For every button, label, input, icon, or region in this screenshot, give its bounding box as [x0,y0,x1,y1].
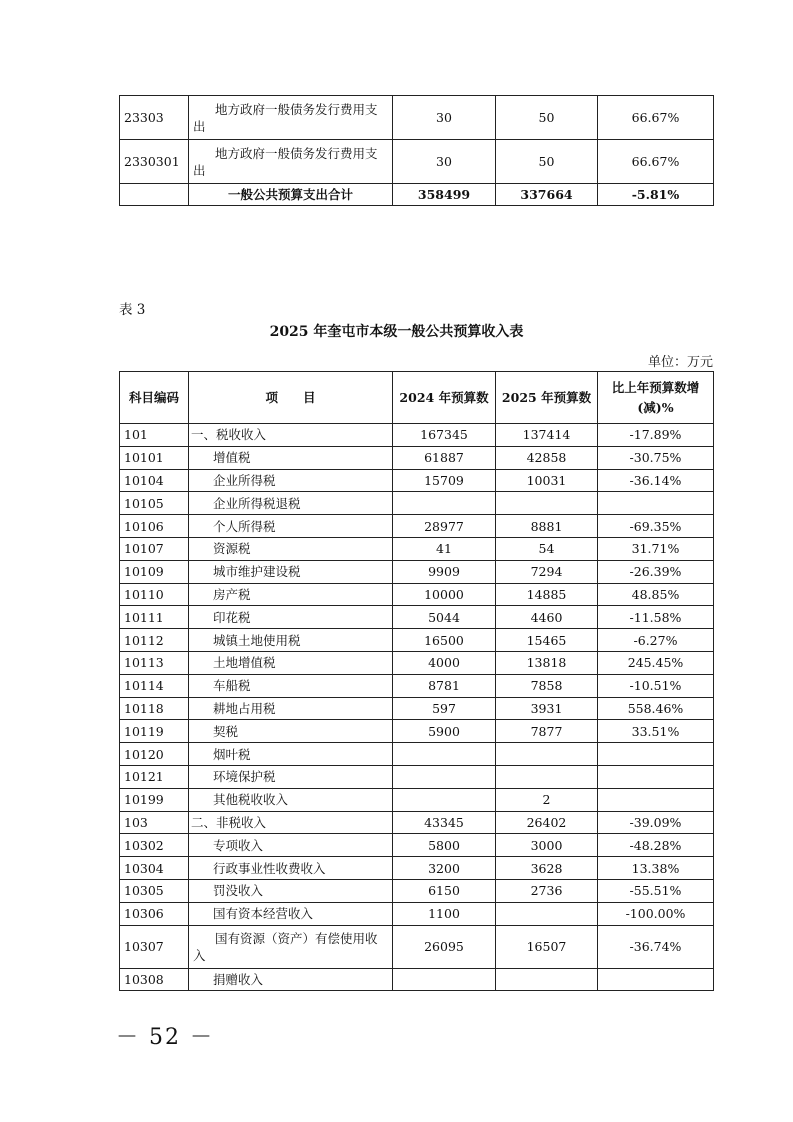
table-row [120,583,714,606]
row-2024: 5900 [393,720,496,743]
row-2024: 30 [393,140,496,184]
row-item: 二、非税收入 [189,811,393,834]
row-2024: 15709 [393,469,496,492]
row-change: -11.58% [598,606,714,629]
header-item: 项 目 [189,372,393,424]
page-number: － 52 － [116,1025,214,1050]
row-change: -36.14% [598,469,714,492]
row-change [598,492,714,515]
row-change: 558.46% [598,697,714,720]
row-change: -26.39% [598,560,714,583]
row-2024: 43345 [393,811,496,834]
table-row [120,140,714,184]
row-item: 个人所得税 [189,515,393,538]
table-row [120,902,714,925]
row-item: 增值税 [189,446,393,469]
table-row [120,537,714,560]
row-change: -10.51% [598,674,714,697]
row-change: 245.45% [598,651,714,674]
table-row [120,515,714,538]
row-item: 契税 [189,720,393,743]
row-item: 房产税 [189,583,393,606]
row-item: 其他税收收入 [189,788,393,811]
row-change: -39.09% [598,811,714,834]
row-code: 10307 [120,925,189,968]
row-2024: 3200 [393,857,496,880]
row-code: 10111 [120,606,189,629]
row-2024: 5044 [393,606,496,629]
row-item [189,140,393,184]
row-2024 [393,765,496,788]
row-item [189,96,393,140]
table-row [120,879,714,902]
revenue-table [119,371,714,991]
table-row [120,606,714,629]
row-2025: 16507 [496,925,598,968]
row-2024: 9909 [393,560,496,583]
row-2025: 3628 [496,857,598,880]
row-item [189,925,393,968]
row-change: 48.85% [598,583,714,606]
row-code: 2330301 [120,140,189,184]
table-row [120,720,714,743]
row-code: 10107 [120,537,189,560]
row-change: 66.67% [598,140,714,184]
row-change: -69.35% [598,515,714,538]
row-code: 10105 [120,492,189,515]
total-code [120,184,189,206]
table-row [120,697,714,720]
row-code: 10113 [120,651,189,674]
row-2025: 50 [496,140,598,184]
row-change: -48.28% [598,834,714,857]
row-2025: 14885 [496,583,598,606]
row-2024: 4000 [393,651,496,674]
table-title: 2025 年奎屯市本级一般公共预算收入表 [269,324,524,340]
row-change: 13.38% [598,857,714,880]
row-code: 10119 [120,720,189,743]
row-code: 10104 [120,469,189,492]
row-code: 10114 [120,674,189,697]
table-row [120,674,714,697]
table-row [120,629,714,652]
row-2024: 167345 [393,424,496,447]
table-header-row [120,372,714,424]
row-item: 行政事业性收费收入 [189,857,393,880]
row-2024 [393,492,496,515]
row-2024: 30 [393,96,496,140]
row-item: 一、税收收入 [189,424,393,447]
row-change: -36.74% [598,925,714,968]
row-2024: 16500 [393,629,496,652]
row-change: -6.27% [598,629,714,652]
total-label: 一般公共预算支出合计 [189,184,393,206]
row-item-text: 地方政府一般债务发行费用支出 [193,145,378,178]
row-change: 33.51% [598,720,714,743]
row-2024 [393,968,496,991]
row-change [598,765,714,788]
row-2025 [496,492,598,515]
row-2025: 2736 [496,879,598,902]
row-item: 城市维护建设税 [189,560,393,583]
row-code: 10112 [120,629,189,652]
row-item: 罚没收入 [189,879,393,902]
row-2025 [496,968,598,991]
row-item: 车船税 [189,674,393,697]
row-2024: 61887 [393,446,496,469]
expenditure-table-continuation [119,95,714,206]
table-row [120,765,714,788]
table-row [120,968,714,991]
row-change: 66.67% [598,96,714,140]
row-code: 10308 [120,968,189,991]
row-2024: 41 [393,537,496,560]
row-item: 国有资本经营收入 [189,902,393,925]
table-row [120,811,714,834]
table-row [120,788,714,811]
row-2025: 54 [496,537,598,560]
row-2024: 5800 [393,834,496,857]
row-code: 10101 [120,446,189,469]
row-change: -100.00% [598,902,714,925]
header-2024: 2024 年预算数 [393,372,496,424]
row-2024: 1100 [393,902,496,925]
row-code: 10305 [120,879,189,902]
row-change: 31.71% [598,537,714,560]
row-2025: 7858 [496,674,598,697]
row-2025 [496,902,598,925]
row-code: 10306 [120,902,189,925]
row-item: 印花税 [189,606,393,629]
row-2025: 13818 [496,651,598,674]
total-row [120,184,714,206]
row-2025: 15465 [496,629,598,652]
row-code: 10302 [120,834,189,857]
row-2025: 137414 [496,424,598,447]
row-code: 23303 [120,96,189,140]
row-2025: 4460 [496,606,598,629]
row-2025: 7294 [496,560,598,583]
row-item: 企业所得税 [189,469,393,492]
row-code: 10120 [120,743,189,766]
row-code: 101 [120,424,189,447]
row-item: 资源税 [189,537,393,560]
total-2025: 337664 [496,184,598,206]
header-code: 科目编码 [120,372,189,424]
row-2025: 2 [496,788,598,811]
table-row [120,857,714,880]
row-2024: 10000 [393,583,496,606]
row-2024: 597 [393,697,496,720]
row-change: -55.51% [598,879,714,902]
table-row [120,925,714,968]
row-2024 [393,788,496,811]
table-row [120,834,714,857]
row-2025: 3000 [496,834,598,857]
row-item: 专项收入 [189,834,393,857]
row-2025: 7877 [496,720,598,743]
row-2024: 26095 [393,925,496,968]
row-code: 10109 [120,560,189,583]
row-2025: 3931 [496,697,598,720]
row-2025: 26402 [496,811,598,834]
row-item: 烟叶税 [189,743,393,766]
table-label: 表 3 [119,302,146,318]
table-row [120,560,714,583]
row-item: 企业所得税退税 [189,492,393,515]
row-change [598,743,714,766]
row-2024: 28977 [393,515,496,538]
row-code: 10118 [120,697,189,720]
unit-label: 单位：万元 [647,355,713,370]
row-2025: 42858 [496,446,598,469]
row-item: 城镇土地使用税 [189,629,393,652]
row-2024: 8781 [393,674,496,697]
row-item: 捐赠收入 [189,968,393,991]
row-code: 10199 [120,788,189,811]
row-item: 环境保护税 [189,765,393,788]
row-change: -17.89% [598,424,714,447]
row-2025 [496,743,598,766]
header-change: 比上年预算数增(减)% [598,372,714,424]
row-2025: 8881 [496,515,598,538]
table-row [120,492,714,515]
row-item-text: 国有资源（资产）有偿使用收入 [193,930,378,963]
row-item: 耕地占用税 [189,697,393,720]
row-change [598,788,714,811]
row-code: 10121 [120,765,189,788]
table-row [120,446,714,469]
row-code: 10304 [120,857,189,880]
row-code: 10106 [120,515,189,538]
row-change: -30.75% [598,446,714,469]
row-2024 [393,743,496,766]
table-row [120,469,714,492]
row-2025: 10031 [496,469,598,492]
row-item-text: 地方政府一般债务发行费用支出 [193,101,378,134]
row-change [598,968,714,991]
header-2025: 2025 年预算数 [496,372,598,424]
table-row [120,743,714,766]
row-2025 [496,765,598,788]
total-2024: 358499 [393,184,496,206]
total-change: -5.81% [598,184,714,206]
row-code: 103 [120,811,189,834]
row-2024: 6150 [393,879,496,902]
row-code: 10110 [120,583,189,606]
table-row [120,651,714,674]
table-row [120,424,714,447]
row-2025: 50 [496,96,598,140]
table-row [120,96,714,140]
row-item: 土地增值税 [189,651,393,674]
